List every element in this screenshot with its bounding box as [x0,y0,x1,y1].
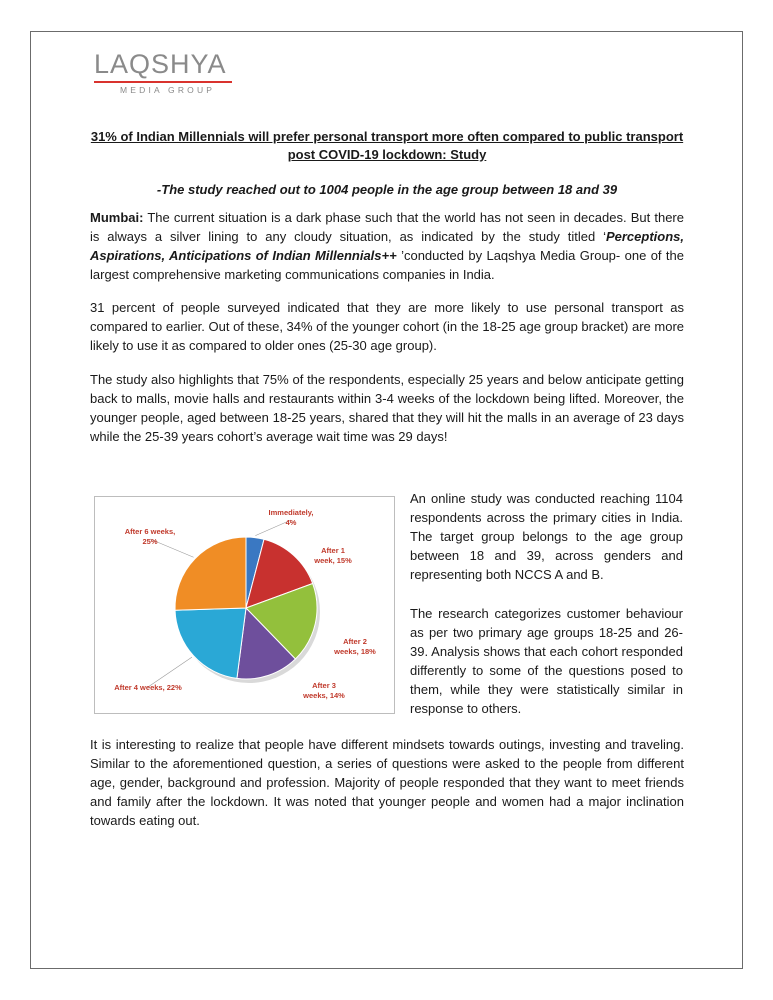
intro-text-1: The current situation is a dark phase such that the world has not seen in decades. But there is always a silver lining to any cloudy situation, as indicated by the study titled ‘ [90,210,684,244]
dateline: Mumbai: [90,210,144,225]
pie-slice-label: After 2 weeks, 18% [334,637,376,656]
headline: 31% of Indian Millennials will prefer personal transport more often compared to public transport post COVID-19 lockdown: Study [90,129,684,162]
intro-text-2: ’conducted by Laqshya Media Group- one of the largest comprehensive marketing communications companies in India. [90,248,684,282]
pie-slice [175,537,246,610]
paragraph-study-method: An online study was conducted reaching 1104 respondents across the primary cities in India. The target group belongs to the age group between 18 and 39, across genders and representing both NCCS A and B. [410,491,683,582]
pie-slice-label: After 4 weeks, 22% [114,683,182,692]
paragraph-malls: The study also highlights that 75% of the respondents, especially 25 years and below anticipate getting back to malls, movie halls and restaurants within 3-4 weeks of the lockdown being lifted. Moreover, the younger people, aged between 18-25 years, shared that they will hit the malls in an average of 23 days while the 25-39 years cohort’s average wait time was 29 days! [90,372,684,444]
paragraph-transport: 31 percent of people surveyed indicated that they are more likely to use personal transport as compared to earlier. Out of these, 34% of the younger cohort (in the 18-25 age group bracket) are more likely to use it as compared to older ones (25-30 age group). [90,300,685,353]
pie-slice-label: Immediately, 4% [268,508,314,527]
pie-slice [175,608,246,678]
pie-slice-label: After 6 weeks, 25% [124,527,176,546]
study-title: Perceptions, Aspirations, Anticipations of Indian Millennials++ [90,229,684,263]
pie-slice-label: After 3 weeks, 14% [303,681,345,700]
subheadline: -The study reached out to 1004 people in the age group between 18 and 39 [156,182,618,197]
paragraph-intro [90,208,684,284]
logo-wordmark: LAQSHYA [94,49,227,79]
pie-slice-label: After 1 week, 15% [314,546,352,565]
company-logo [94,50,234,100]
paragraph-mindsets: It is interesting to realize that people have different mindsets towards outings, investing and traveling. Similar to the aforementioned question, a series of questions were asked to the people from different age, gender, background and profession. Majority of people responded that they want to meet friends and family after the lockdown. It was noted that younger people and women had a major inclination towards eating out. [90,737,684,828]
logo-subtitle: MEDIA GROUP [120,85,216,95]
pie-chart [94,496,395,714]
paragraph-research: The research categorizes customer behaviour as per two primary age groups 18-25 and 26-39. Analysis shows that each cohort responded differently to some of the questions posed to them, while they were statistically similar in response to others. [410,606,683,716]
pie-chart-svg [95,497,396,715]
logo-underline [94,81,232,83]
